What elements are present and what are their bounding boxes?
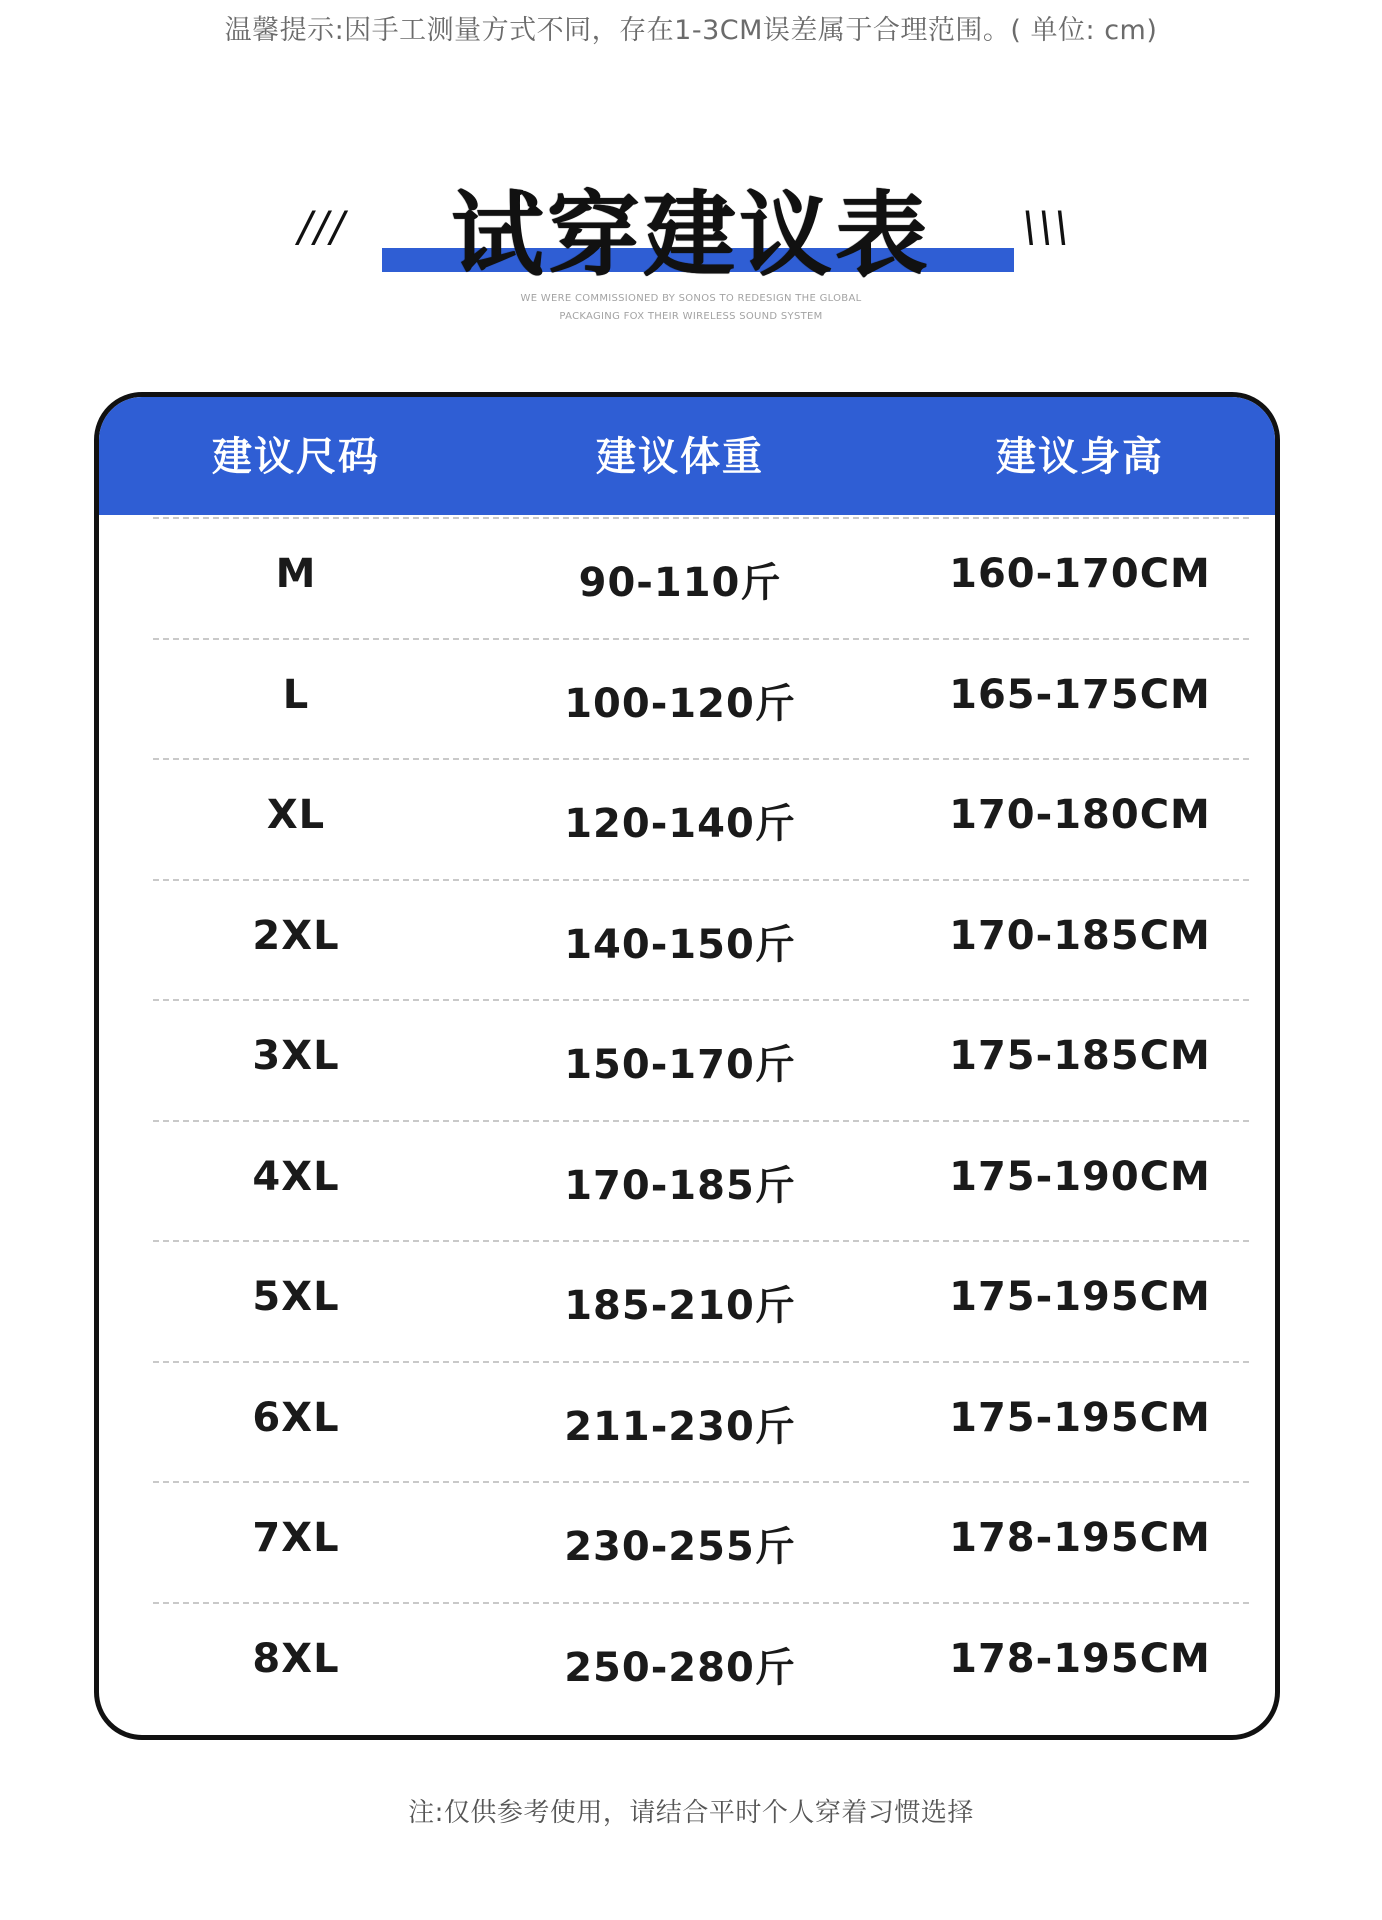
cell-height: 170-180CM (949, 792, 1211, 838)
cell-height: 170-185CM (949, 912, 1211, 959)
table-row (99, 515, 1275, 635)
cell-size: 4XL (252, 1153, 340, 1200)
cell-weight: 100-120斤 (564, 680, 796, 727)
cell-weight: 140-150斤 (564, 921, 796, 968)
table-row (99, 1479, 1275, 1599)
cell-weight: 185-210斤 (564, 1283, 796, 1329)
cell-size: 3XL (252, 1033, 340, 1079)
measurement-notice: 温馨提示:因手工测量方式不同，存在1-3CM误差属于合理范围。( 单位: cm) (224, 15, 1158, 46)
cell-size: XL (266, 792, 326, 838)
title-subtitle (0, 290, 1382, 326)
cell-height: 175-195CM (949, 1274, 1211, 1320)
page-title: 试穿建议表 (450, 182, 931, 289)
table-row (99, 997, 1275, 1117)
cell-weight: 230-255斤 (564, 1524, 796, 1570)
header-size: 建议尺码 (212, 434, 380, 480)
table-row (99, 1118, 1275, 1238)
cell-height: 175-190CM (949, 1153, 1211, 1200)
table-row (99, 1359, 1275, 1479)
header-weight: 建议体重 (596, 434, 764, 480)
cell-weight: 90-110斤 (578, 560, 782, 606)
cell-size: 6XL (252, 1394, 340, 1441)
cell-height: 178-195CM (949, 1635, 1211, 1682)
cell-size: 2XL (252, 912, 340, 959)
cell-height: 175-185CM (949, 1033, 1211, 1079)
cell-size: L (282, 671, 310, 718)
cell-height: 160-170CM (949, 551, 1211, 597)
table-row (99, 636, 1275, 756)
left-slash-decoration: /// (298, 202, 347, 251)
table-row (99, 1238, 1275, 1358)
cell-weight: 150-170斤 (564, 1042, 796, 1088)
cell-size: 7XL (252, 1515, 340, 1561)
table-row (99, 877, 1275, 997)
cell-size: M (275, 551, 317, 597)
cell-height: 175-195CM (949, 1394, 1211, 1441)
table-row (99, 1600, 1275, 1720)
cell-weight: 211-230斤 (564, 1403, 796, 1450)
cell-weight: 120-140斤 (564, 801, 796, 847)
right-slash-decoration: \\\ (1022, 202, 1071, 251)
table-header (99, 397, 1275, 515)
cell-height: 178-195CM (949, 1515, 1211, 1561)
cell-size: 5XL (252, 1274, 340, 1320)
size-table (94, 392, 1280, 1740)
subtitle-line-2: PACKAGING FOX THEIR WIRELESS SOUND SYSTEM (559, 311, 823, 322)
cell-weight: 250-280斤 (564, 1644, 796, 1691)
cell-weight: 170-185斤 (564, 1162, 796, 1209)
cell-height: 165-175CM (949, 671, 1211, 718)
title-block (0, 150, 1382, 330)
header-height: 建议身高 (996, 434, 1164, 480)
subtitle-line-1: WE WERE COMMISSIONED BY SONOS TO REDESIGN THE GLOBAL (520, 293, 862, 304)
cell-size: 8XL (252, 1635, 340, 1682)
footnote: 注:仅供参考使用，请结合平时个人穿着习惯选择 (408, 1798, 974, 1828)
table-row (99, 756, 1275, 876)
